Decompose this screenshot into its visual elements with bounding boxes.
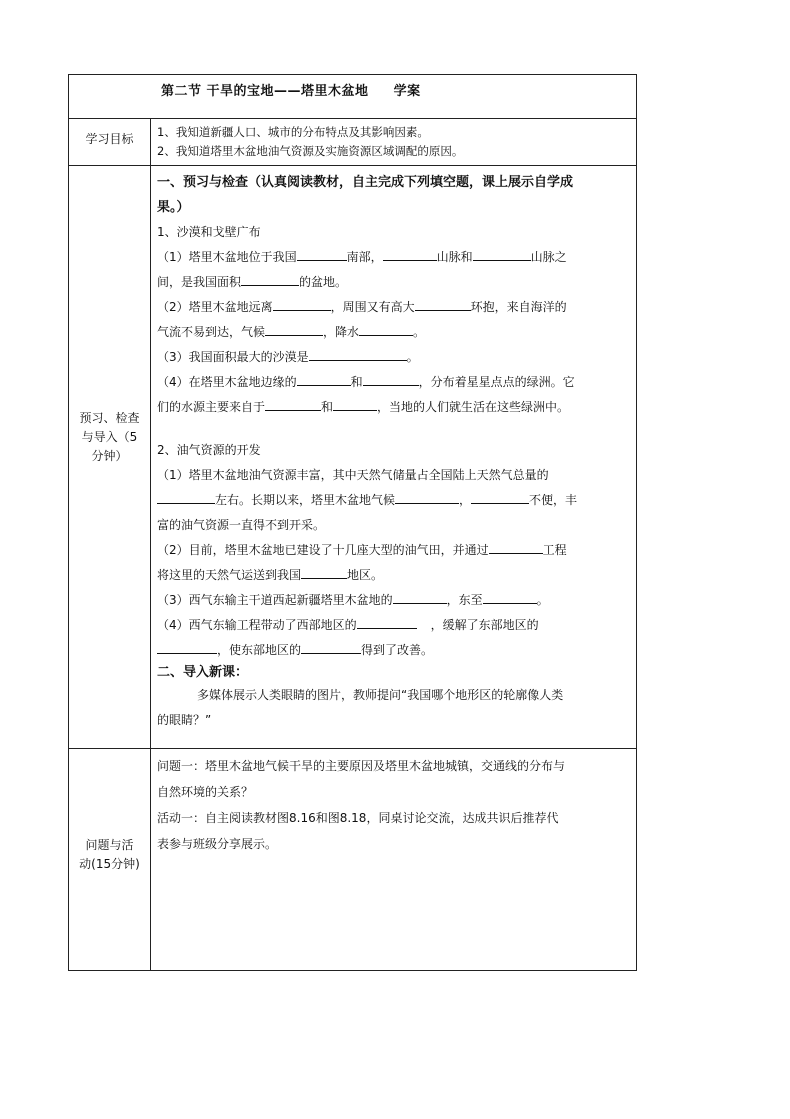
goals-content-cell	[151, 119, 637, 166]
s1-question-1-line-1: （1）塔里木盆地位于我国 南部， 山脉和 山脉之	[157, 245, 630, 270]
question-1-line-1: 问题一：塔里木盆地气候干旱的主要原因及塔里木盆地城镇，交通线的分布与	[157, 759, 566, 773]
answer-blank[interactable]	[359, 321, 413, 336]
intro-line-1: 多媒体展示人类眼睛的图片，教师提问“我国哪个地形区的轮廓像人类	[197, 688, 564, 702]
preview-label-line-3: 分钟）	[91, 448, 128, 463]
problem-label-cell	[69, 749, 151, 971]
s1-question-4-line-2: 们的水源主要来自于 和 ，当地的人们就生活在这些绿洲中。	[157, 395, 630, 420]
section-2-title: 2、油气资源的开发	[157, 443, 261, 457]
s1-question-1-line-2: 间，是我国面积 的盆地。	[157, 270, 630, 295]
answer-blank[interactable]	[473, 246, 531, 261]
preview-content-cell	[151, 166, 637, 749]
s2-question-4-line-1: （4）西气东输工程带动了西部地区的 ，缓解了东部地区的	[157, 613, 630, 638]
answer-blank[interactable]	[297, 246, 347, 261]
answer-blank[interactable]	[363, 371, 419, 386]
answer-blank[interactable]	[357, 614, 417, 629]
answer-blank[interactable]	[309, 346, 407, 361]
s2-question-2-line-2: 将这里的天然气运送到我国 地区。	[157, 563, 630, 588]
goals-label-cell	[69, 119, 151, 166]
question-1-line-2: 自然环境的关系？	[157, 785, 254, 799]
answer-blank[interactable]	[157, 639, 217, 654]
answer-blank[interactable]	[383, 246, 437, 261]
activity-1-line-2: 表参与班级分享展示。	[157, 837, 278, 851]
s2-question-2-line-1: （2）目前，塔里木盆地已建设了十几座大型的油气田，并通过 工程	[157, 538, 630, 563]
answer-blank[interactable]	[471, 489, 529, 504]
intro-line-2: 的眼睛？”	[157, 713, 212, 727]
s2-question-4-line-2: ，使东部地区的 得到了改善。	[157, 638, 630, 663]
answer-blank[interactable]	[395, 489, 459, 504]
s1-question-2-line-2: 气流不易到达，气候 ，降水 。	[157, 320, 630, 345]
answer-blank[interactable]	[489, 539, 543, 554]
preview-label-cell	[69, 166, 151, 749]
preview-label-line-1: 预习、检查	[79, 410, 140, 425]
s1-question-2-line-1: （2）塔里木盆地远离 ，周围又有高大 环抱，来自海洋的	[157, 295, 630, 320]
goal-item-1: 1、我知道新疆人口、城市的分布特点及其影响因素。	[157, 125, 429, 139]
s2-question-3: （3）西气东输主干道西起新疆塔里木盆地的 ，东至 。	[157, 588, 630, 613]
activity-1-line-1: 活动一：自主阅读教材图8.16和图8.18，同桌讨论交流，达成共识后推荐代	[157, 811, 559, 825]
goals-label: 学习目标	[85, 132, 134, 146]
problem-content-cell	[151, 749, 637, 971]
s2-question-1-line-1: （1）塔里木盆地油气资源丰富，其中天然气储量占全国陆上天然气总量的	[157, 468, 549, 482]
problem-label-line-2: 动(15分钟)	[79, 856, 140, 871]
answer-blank[interactable]	[415, 296, 471, 311]
title-cell	[69, 75, 637, 119]
problem-label-line-1: 问题与活	[85, 837, 134, 852]
answer-blank[interactable]	[301, 639, 361, 654]
answer-blank[interactable]	[393, 589, 447, 604]
answer-blank[interactable]	[157, 489, 215, 504]
preview-heading-2: 果。）	[157, 200, 190, 215]
s1-question-3: （3）我国面积最大的沙漠是 。	[157, 345, 630, 370]
answer-blank[interactable]	[265, 396, 321, 411]
page-title: 第二节 干旱的宝地——塔里木盆地 学案	[161, 84, 421, 99]
answer-blank[interactable]	[265, 321, 323, 336]
intro-title: 二、导入新课：	[157, 665, 249, 680]
answer-blank[interactable]	[273, 296, 331, 311]
preview-heading-1: 一、预习与检查（认真阅读教材，自主完成下列填空题，课上展示自学成	[157, 175, 574, 190]
s1-question-4-line-1: （4）在塔里木盆地边缘的 和 ，分布着星星点点的绿洲。它	[157, 370, 630, 395]
answer-blank[interactable]	[333, 396, 377, 411]
preview-label-line-2: 与导入（5	[81, 429, 138, 444]
answer-blank[interactable]	[301, 564, 347, 579]
lesson-plan-table	[68, 74, 637, 971]
answer-blank[interactable]	[241, 271, 299, 286]
answer-blank[interactable]	[297, 371, 351, 386]
s2-question-1-line-2: 左右。长期以来，塔里木盆地气候 ， 不便，丰	[157, 488, 630, 513]
s2-question-1-line-3: 富的油气资源一直得不到开采。	[157, 518, 326, 532]
section-1-title: 1、沙漠和戈壁广布	[157, 225, 261, 239]
goal-item-2: 2、我知道塔里木盆地油气资源及实施资源区域调配的原因。	[157, 144, 464, 158]
answer-blank[interactable]	[483, 589, 537, 604]
